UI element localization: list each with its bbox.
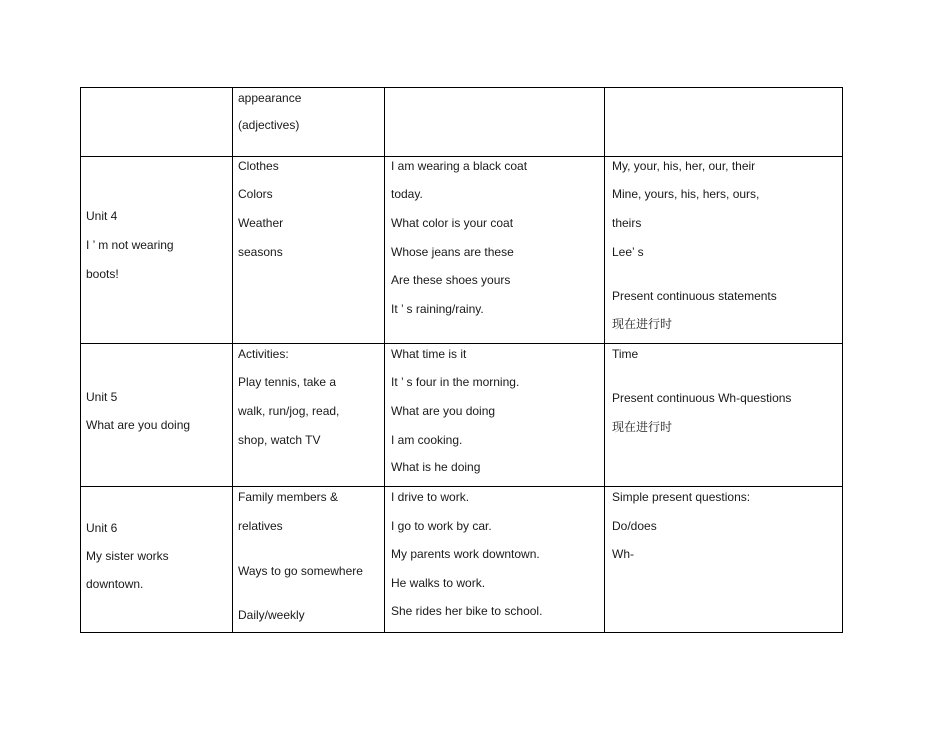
row-divider — [80, 486, 843, 487]
column-divider — [604, 87, 605, 633]
sentence-line: What are you doing — [391, 404, 496, 418]
vocab-line: Weather — [238, 216, 284, 230]
vocab-line: Play tennis, take a — [238, 375, 337, 389]
row-divider — [80, 156, 843, 157]
vocab-line: Colors — [238, 187, 273, 201]
grammar-line: Present continuous statements — [612, 289, 777, 303]
vocab-line: appearance — [238, 91, 302, 105]
unit-line: downtown. — [86, 577, 144, 591]
vocab-line: Family members & — [238, 490, 339, 504]
table-border-left — [80, 87, 81, 633]
sentence-line: Are these shoes yours — [391, 273, 511, 287]
column-divider — [384, 87, 385, 633]
sentence-line: What time is it — [391, 347, 467, 361]
grammar-line: Mine, yours, his, hers, ours, — [612, 187, 760, 201]
unit-line: I ’ m not wearing — [86, 238, 174, 252]
unit-line: What are you doing — [86, 418, 191, 432]
vocab-line: Activities: — [238, 347, 289, 361]
grammar-line: 现在进行时 — [612, 317, 673, 331]
column-divider — [232, 87, 233, 633]
vocab-line: Clothes — [238, 159, 279, 173]
grammar-line: Time — [612, 347, 639, 361]
vocab-line: Daily/weekly — [238, 608, 305, 622]
sentence-line: He walks to work. — [391, 576, 486, 590]
vocab-line: relatives — [238, 519, 283, 533]
grammar-line: Wh- — [612, 547, 634, 561]
sentence-line: It ’ s four in the morning. — [391, 375, 520, 389]
grammar-line: My, your, his, her, our, their — [612, 159, 756, 173]
grammar-line: Lee’ s — [612, 245, 644, 259]
sentence-line: She rides her bike to school. — [391, 604, 543, 618]
unit-line: boots! — [86, 267, 119, 281]
unit-line: Unit 6 — [86, 521, 118, 535]
table-border-top — [80, 87, 843, 88]
vocab-line: walk, run/jog, read, — [238, 404, 340, 418]
sentence-line: I am wearing a black coat — [391, 159, 528, 173]
sentence-line: What is he doing — [391, 460, 481, 474]
grammar-line: theirs — [612, 216, 642, 230]
lesson-table — [80, 87, 843, 633]
sentence-line: Whose jeans are these — [391, 245, 514, 259]
unit-line: Unit 5 — [86, 390, 118, 404]
row-divider — [80, 343, 843, 344]
sentence-line: I go to work by car. — [391, 519, 492, 533]
table-border-bottom — [80, 632, 843, 633]
vocab-line: shop, watch TV — [238, 433, 321, 447]
sentence-line: today. — [391, 187, 423, 201]
sentence-line: I drive to work. — [391, 490, 470, 504]
unit-line: Unit 4 — [86, 209, 118, 223]
unit-line: My sister works — [86, 549, 169, 563]
table-border-right — [842, 87, 843, 633]
grammar-line: 现在进行时 — [612, 420, 673, 434]
grammar-line: Present continuous Wh-questions — [612, 391, 792, 405]
sentence-line: My parents work downtown. — [391, 547, 540, 561]
vocab-line: (adjectives) — [238, 118, 300, 132]
vocab-line: Ways to go somewhere — [238, 564, 363, 578]
sentence-line: It ’ s raining/rainy. — [391, 302, 484, 316]
sentence-line: I am cooking. — [391, 433, 463, 447]
grammar-line: Simple present questions: — [612, 490, 751, 504]
sentence-line: What color is your coat — [391, 216, 514, 230]
vocab-line: seasons — [238, 245, 283, 259]
grammar-line: Do/does — [612, 519, 657, 533]
